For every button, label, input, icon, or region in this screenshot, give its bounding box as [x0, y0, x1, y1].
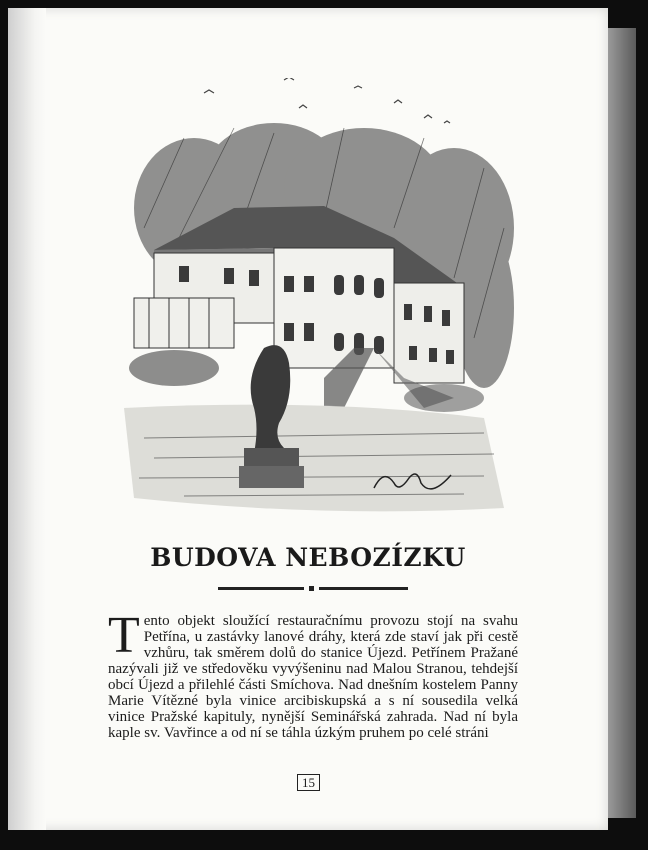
page-edge	[608, 28, 636, 818]
book-page	[8, 8, 608, 830]
building-illustration	[124, 78, 524, 538]
chapter-title: BUDOVA NEBOZÍZKU	[150, 543, 466, 572]
body-text: ento objekt sloužící restauračnímu provozu stojí na svahu Petřína, u zastávky lanové dráhy, která zde staví jak při cestě vzhůru, tak směrem dolů do stanice Újezd. Petřínem Pražané nazývali již ve středověku vyvýšeninu nad Malou Stranou, tehdejší obcí Újezd a přilehlé části Smíchova. Nad dnešním kostelem Panny Marie Vítězné byla vinice arcibiskupská a s ní sousedila velká vinice Pražské kapituly, nynější Seminářská zahrada. Nad ní byla kaple sv. Vavřince a od ní se táhla úzkým pruhem po celé stráni	[108, 613, 518, 741]
drop-cap: T	[108, 607, 140, 664]
title-ornament	[218, 586, 408, 592]
page-number: 15	[297, 774, 320, 791]
body-paragraph	[108, 607, 518, 741]
gutter-shadow	[8, 8, 46, 830]
